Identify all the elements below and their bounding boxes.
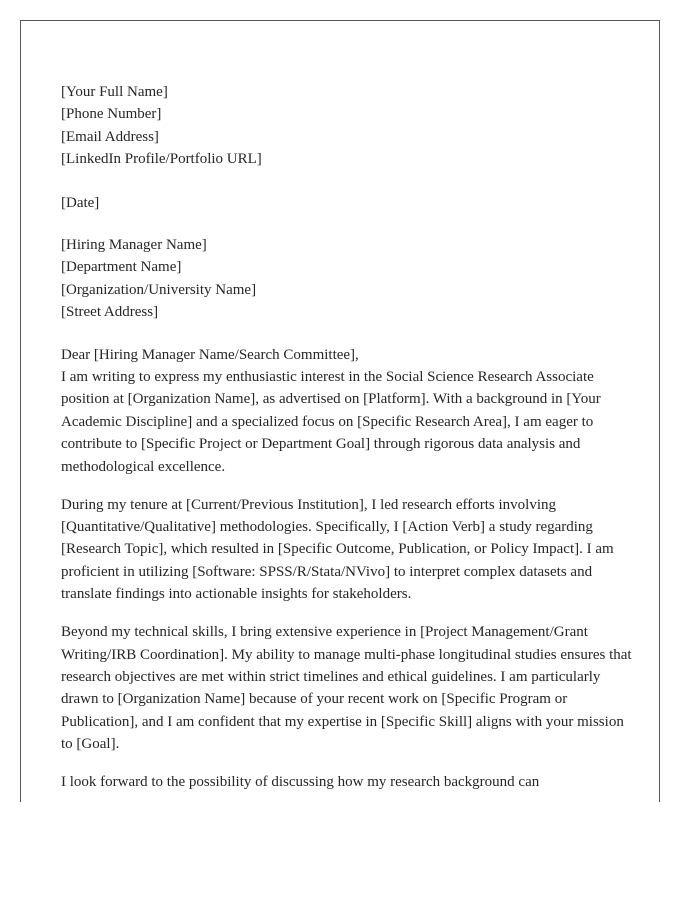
paragraph-closing: I look forward to the possibility of discussing how my research background can — [61, 774, 540, 791]
paragraph-intro: I am writing to express my enthusiastic interest in the Social Science Research Associate position at [Organization Name], as advertised on [Platform]. With a background in [Your Academic Discipline] and a specialized focus on [Specific Research Area], I am eager to contribute to [Specific Project or Department Goal] through rigorous data analysis and methodological excellence. — [61, 369, 601, 475]
recipient-block — [61, 234, 633, 324]
letter-page — [20, 20, 660, 802]
paragraph-experience: During my tenure at [Current/Previous Institution], I led research efforts involving [Quantitative/Qualitative] methodologies. Specifically, I [Action Verb] a study regarding [Research Topic], which resulted in [Specific Outcome, Publication, or Policy Impact]. I am proficient in utilizing [Software: SPSS/R/Stata/NVivo] to interpret complex datasets and translate findings into actionable insights for stakeholders. — [61, 496, 614, 603]
recipient-name: [Hiring Manager Name] — [61, 237, 207, 254]
sender-name: [Your Full Name] — [61, 84, 168, 100]
salutation — [61, 344, 633, 366]
recipient-street: [Street Address] — [61, 304, 159, 321]
recipient-department: [Department Name] — [61, 259, 182, 276]
sender-profile-url: [LinkedIn Profile/Portfolio URL] — [61, 151, 262, 168]
sender-block — [61, 81, 633, 171]
sender-phone: [Phone Number] — [61, 106, 162, 123]
letter-body — [61, 81, 633, 793]
recipient-organization: [Organization/University Name] — [61, 281, 257, 298]
salutation-text: Dear [Hiring Manager Name/Search Committee], — [61, 346, 359, 363]
date-block — [61, 192, 633, 214]
paragraph-skills: Beyond my technical skills, I bring extensive experience in [Project Management/Grant Writing/IRB Coordination]. My ability to manage multi-phase longitudinal studies ensures that research objectives are met within strict timelines and ethical guidelines. I am particularly drawn to [Organization Name] because of your recent work on [Specific Program or Publication], and I am confident that my expertise in [Specific Skill] aligns with your mission to [Goal]. — [61, 624, 632, 753]
sender-email: [Email Address] — [61, 128, 159, 145]
letter-date: [Date] — [61, 194, 100, 211]
